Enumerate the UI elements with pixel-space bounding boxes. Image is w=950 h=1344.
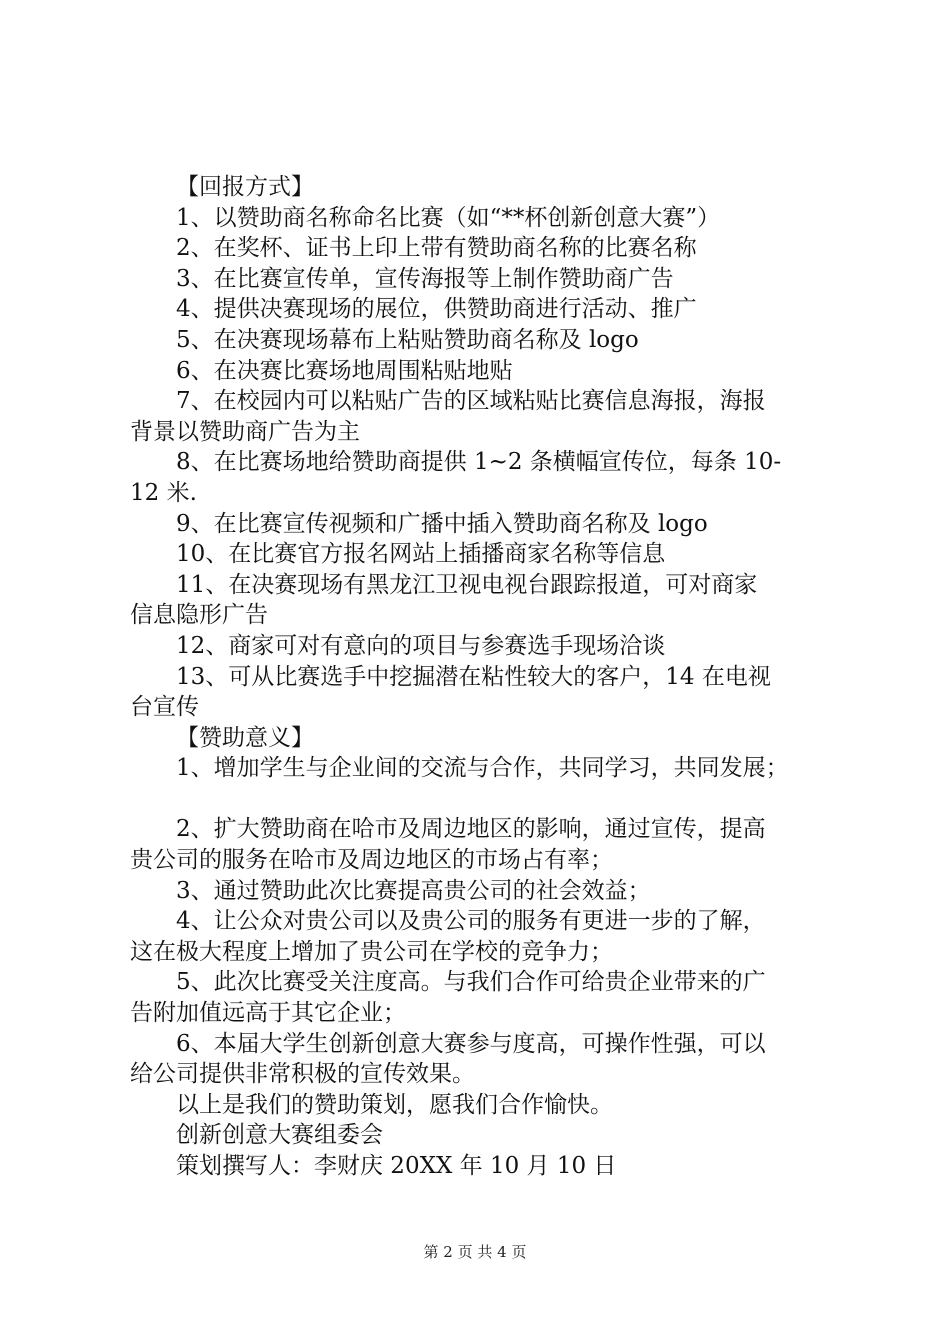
section-heading-significance: 【赞助意义】 <box>176 724 314 751</box>
list-item-continuation: 12 米. <box>130 479 197 506</box>
list-item: 3、通过赞助此次比赛提高贵公司的社会效益； <box>176 877 651 904</box>
list-item: 6、本届大学生创新创意大赛参与度高，可操作性强，可以 <box>176 1030 766 1057</box>
list-item-continuation: 贵公司的服务在哈市及周边地区的市场占有率； <box>130 847 613 874</box>
list-item: 1、以赞助商名称命名比赛（如“**杯创新创意大赛”） <box>176 204 721 231</box>
list-item-continuation: 这在极大程度上增加了贵公司在学校的竞争力； <box>130 938 613 965</box>
author-date-line: 策划撰写人：李财庆 20XX 年 10 月 10 日 <box>176 1153 617 1179</box>
list-item: 7、在校园内可以粘贴广告的区域粘贴比赛信息海报，海报 <box>176 388 766 415</box>
list-item: 9、在比赛宣传视频和广播中插入赞助商名称及 logo <box>176 510 708 537</box>
blank-line <box>130 784 842 815</box>
list-item-continuation: 台宣传 <box>130 694 199 721</box>
list-item-continuation: 信息隐形广告 <box>130 602 268 629</box>
list-item: 11、在决赛现场有黑龙江卫视电视台跟踪报道，可对商家 <box>176 571 758 598</box>
list-item: 2、在奖杯、证书上印上带有赞助商名称的比赛名称 <box>176 235 697 262</box>
organizer-line: 创新创意大赛组委会 <box>176 1122 383 1149</box>
list-item: 4、让公众对贵公司以及贵公司的服务有更进一步的了解， <box>176 908 766 935</box>
list-item-continuation: 给公司提供非常积极的宣传效果。 <box>130 1061 475 1088</box>
page-number-footer: 第 2 页 共 4 页 <box>423 1243 527 1261</box>
list-item: 2、扩大赞助商在哈市及周边地区的影响，通过宣传，提高 <box>176 816 766 843</box>
list-item: 8、在比赛场地给赞助商提供 1~2 条横幅宣传位，每条 10- <box>176 449 782 476</box>
closing-line: 以上是我们的赞助策划，愿我们合作愉快。 <box>176 1091 613 1118</box>
list-item: 5、此次比赛受关注度高。与我们合作可给贵企业带来的广 <box>176 969 766 996</box>
list-item: 3、在比赛宣传单，宣传海报等上制作赞助商广告 <box>176 265 674 292</box>
list-item-continuation: 告附加值远高于其它企业； <box>130 1000 406 1027</box>
section-heading-return: 【回报方式】 <box>176 174 314 200</box>
list-item-continuation: 背景以赞助商广告为主 <box>130 418 360 445</box>
list-item: 4、提供决赛现场的展位，供赞助商进行活动、推广 <box>176 296 697 323</box>
list-item: 12、商家可对有意向的项目与参赛选手现场洽谈 <box>176 632 666 659</box>
list-item: 6、在决赛比赛场地周围粘贴地贴 <box>176 357 513 384</box>
list-item: 13、可从比赛选手中挖掘潜在粘性较大的客户，14 在电视 <box>176 663 771 690</box>
list-item: 5、在决赛现场幕布上粘贴赞助商名称及 logo <box>176 326 639 353</box>
list-item: 10、在比赛官方报名网站上插播商家名称等信息 <box>176 541 666 568</box>
document-body <box>130 172 842 1182</box>
list-item: 1、增加学生与企业间的交流与合作，共同学习，共同发展； <box>176 755 789 782</box>
